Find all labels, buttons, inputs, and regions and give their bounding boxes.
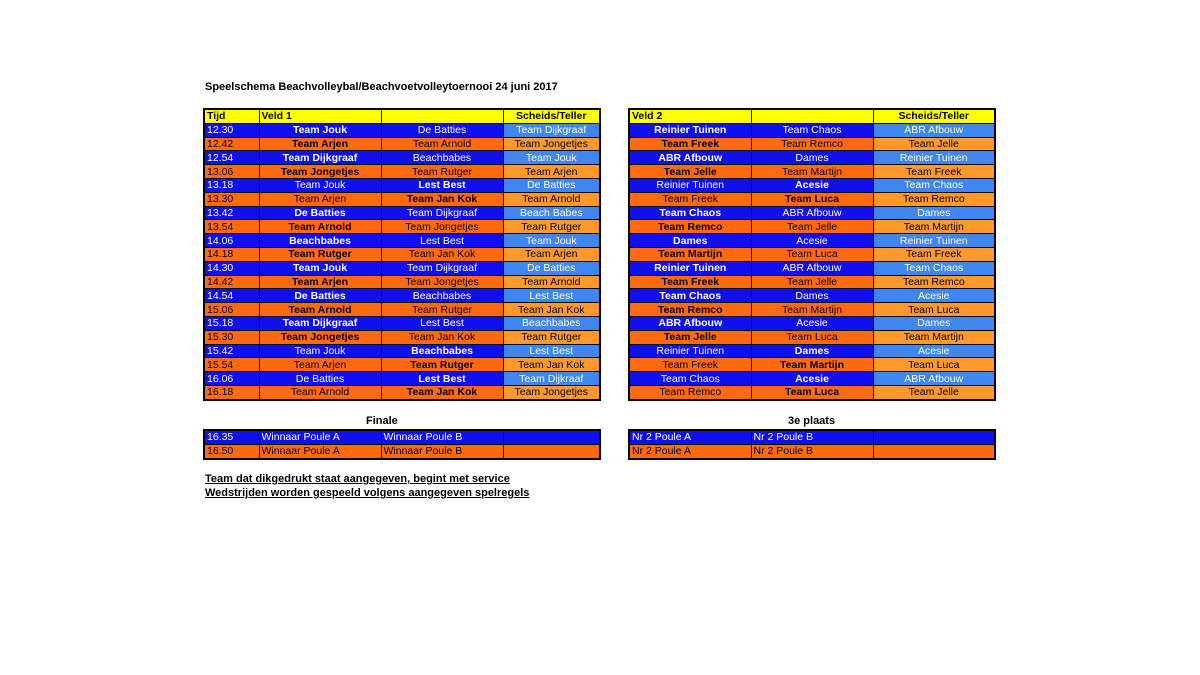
time-cell: 13.18 (204, 178, 259, 192)
team-a-cell: Team Jouk (259, 261, 381, 275)
header-row (629, 109, 995, 123)
team-a-cell: Team Jouk (259, 344, 381, 358)
match-row (629, 123, 995, 137)
match-row (629, 137, 995, 151)
referee-cell: Team Luca (873, 358, 995, 372)
team-b-cell: Lest Best (381, 316, 503, 330)
referee-cell: Team Rutger (503, 220, 600, 234)
team-a-cell: Team Arjen (259, 358, 381, 372)
team-a-cell: Team Remco (629, 385, 751, 399)
empty-cell (503, 430, 600, 444)
team-a-cell: Team Freek (629, 358, 751, 372)
team-b-cell: Team Luca (751, 330, 873, 344)
match-row (204, 206, 600, 220)
header-row (204, 109, 600, 123)
referee-cell: ABR Afbouw (873, 123, 995, 137)
referee-cell: De Batties (503, 178, 600, 192)
referee-cell: Lest Best (503, 344, 600, 358)
match-row (629, 344, 995, 358)
team-b-cell: Nr 2 Poule B (751, 444, 873, 458)
match-row (204, 220, 600, 234)
team-b-cell: Team Jelle (751, 220, 873, 234)
page-title: Speelschema Beachvolleybal/Beachvoetvolleytoernooi 24 juni 2017 (205, 81, 558, 93)
referee-cell: Team Freek (873, 247, 995, 261)
match-row (204, 344, 600, 358)
time-cell: 13.54 (204, 220, 259, 234)
team-b-cell: ABR Afbouw (751, 206, 873, 220)
team-a-cell: Team Arjen (259, 192, 381, 206)
time-cell: 15.42 (204, 344, 259, 358)
team-a-cell: Team Arjen (259, 137, 381, 151)
time-cell: 13.30 (204, 192, 259, 206)
time-cell: 16.18 (204, 385, 259, 399)
match-row (204, 178, 600, 192)
team-b-cell: Team Jongetjes (381, 220, 503, 234)
match-row (629, 372, 995, 386)
empty-cell (503, 444, 600, 458)
match-row (629, 151, 995, 165)
third-place-row (629, 430, 995, 444)
header-cell: Veld 2 (629, 109, 751, 123)
team-a-cell: Winnaar Poule A (259, 430, 381, 444)
team-b-cell: Team Martijn (751, 358, 873, 372)
team-b-cell: Team Remco (751, 137, 873, 151)
match-row (204, 330, 600, 344)
team-b-cell: Beachbabes (381, 151, 503, 165)
referee-cell: Reinier Tuinen (873, 234, 995, 248)
time-cell: 14.42 (204, 275, 259, 289)
team-a-cell: Team Dijkgraaf (259, 316, 381, 330)
referee-cell: Team Jouk (503, 151, 600, 165)
referee-cell: Team Arjen (503, 165, 600, 179)
team-b-cell: ABR Afbouw (751, 261, 873, 275)
team-b-cell: Dames (751, 151, 873, 165)
referee-cell: Dames (873, 316, 995, 330)
time-cell: 14.30 (204, 261, 259, 275)
empty-cell (873, 430, 995, 444)
referee-cell: Beach Babes (503, 206, 600, 220)
team-b-cell: Team Luca (751, 192, 873, 206)
referee-cell: Acesie (873, 344, 995, 358)
team-a-cell: Team Freek (629, 137, 751, 151)
match-row (629, 192, 995, 206)
team-b-cell: Lest Best (381, 372, 503, 386)
team-b-cell: Beachbabes (381, 289, 503, 303)
empty-cell (873, 444, 995, 458)
referee-cell: Team Chaos (873, 178, 995, 192)
team-b-cell: Team Rutger (381, 165, 503, 179)
header-cell (381, 109, 503, 123)
match-row (204, 303, 600, 317)
referee-cell: Team Martijn (873, 330, 995, 344)
time-cell: 14.18 (204, 247, 259, 261)
match-row (204, 358, 600, 372)
team-b-cell: Team Martijn (751, 165, 873, 179)
team-b-cell: Team Rutger (381, 303, 503, 317)
team-a-cell: Team Arnold (259, 220, 381, 234)
time-cell: 16.35 (204, 430, 259, 444)
match-row (629, 165, 995, 179)
referee-cell: Team Jan Kok (503, 358, 600, 372)
team-a-cell: Winnaar Poule A (259, 444, 381, 458)
header-cell: Scheids/Teller (503, 109, 600, 123)
team-b-cell: Team Luca (751, 385, 873, 399)
referee-cell: Team Jongetjes (503, 137, 600, 151)
third-place-row (629, 444, 995, 458)
finale-row (204, 444, 600, 458)
time-cell: 15.18 (204, 316, 259, 330)
match-row (204, 289, 600, 303)
team-a-cell: Team Jelle (629, 165, 751, 179)
team-b-cell: Dames (751, 344, 873, 358)
referee-cell: ABR Afbouw (873, 372, 995, 386)
team-b-cell: Team Jan Kok (381, 247, 503, 261)
finale-title: Finale (366, 415, 398, 427)
referee-cell: Team Martijn (873, 220, 995, 234)
match-row (629, 289, 995, 303)
referee-cell: Team Remco (873, 192, 995, 206)
time-cell: 14.06 (204, 234, 259, 248)
match-row (204, 261, 600, 275)
time-cell: 12.30 (204, 123, 259, 137)
team-a-cell: Reinier Tuinen (629, 123, 751, 137)
time-cell: 12.54 (204, 151, 259, 165)
team-a-cell: Reinier Tuinen (629, 344, 751, 358)
header-cell: Tijd (204, 109, 259, 123)
third-place-title: 3e plaats (788, 415, 836, 427)
team-b-cell: Team Rutger (381, 358, 503, 372)
referee-cell: Team Jelle (873, 137, 995, 151)
referee-cell: Team Dijkgraaf (503, 123, 600, 137)
team-a-cell: Nr 2 Poule A (629, 430, 751, 444)
team-a-cell: Reinier Tuinen (629, 178, 751, 192)
time-cell: 16.06 (204, 372, 259, 386)
match-row (204, 316, 600, 330)
match-row (204, 372, 600, 386)
referee-cell: Team Jouk (503, 234, 600, 248)
team-a-cell: Team Jongetjes (259, 330, 381, 344)
match-row (204, 385, 600, 399)
referee-cell: Reinier Tuinen (873, 151, 995, 165)
match-row (629, 303, 995, 317)
team-a-cell: Team Freek (629, 275, 751, 289)
referee-cell: Team Arnold (503, 192, 600, 206)
match-row (629, 316, 995, 330)
team-a-cell: Reinier Tuinen (629, 261, 751, 275)
match-row (204, 137, 600, 151)
team-b-cell: Nr 2 Poule B (751, 430, 873, 444)
team-a-cell: Team Jouk (259, 123, 381, 137)
referee-cell: Lest Best (503, 289, 600, 303)
match-row (204, 151, 600, 165)
team-a-cell: Team Remco (629, 303, 751, 317)
match-row (629, 261, 995, 275)
referee-cell: Acesie (873, 289, 995, 303)
team-b-cell: Team Dijkgraaf (381, 206, 503, 220)
match-row (204, 275, 600, 289)
team-a-cell: Team Jouk (259, 178, 381, 192)
schedule-table-field-1 (203, 108, 601, 401)
header-cell (751, 109, 873, 123)
team-b-cell: Team Jan Kok (381, 330, 503, 344)
time-cell: 13.42 (204, 206, 259, 220)
time-cell: 14.54 (204, 289, 259, 303)
time-cell: 15.06 (204, 303, 259, 317)
team-b-cell: Beachbabes (381, 344, 503, 358)
team-b-cell: Team Jan Kok (381, 192, 503, 206)
referee-cell: Beachbabes (503, 316, 600, 330)
match-row (629, 247, 995, 261)
team-a-cell: ABR Afbouw (629, 316, 751, 330)
match-row (629, 275, 995, 289)
team-a-cell: ABR Afbouw (629, 151, 751, 165)
team-b-cell: Team Arnold (381, 137, 503, 151)
header-cell: Scheids/Teller (873, 109, 995, 123)
team-a-cell: De Batties (259, 206, 381, 220)
team-a-cell: Dames (629, 234, 751, 248)
match-row (629, 206, 995, 220)
referee-cell: Team Freek (873, 165, 995, 179)
team-a-cell: Team Freek (629, 192, 751, 206)
note-rules: Wedstrijden worden gespeeld volgens aangegeven spelregels (205, 487, 530, 499)
team-a-cell: Beachbabes (259, 234, 381, 248)
referee-cell: Team Chaos (873, 261, 995, 275)
team-a-cell: Team Remco (629, 220, 751, 234)
header-cell: Veld 1 (259, 109, 381, 123)
team-a-cell: Team Arnold (259, 303, 381, 317)
team-a-cell: Team Jelle (629, 330, 751, 344)
time-cell: 16.50 (204, 444, 259, 458)
time-cell: 13.06 (204, 165, 259, 179)
match-row (629, 385, 995, 399)
team-a-cell: Nr 2 Poule A (629, 444, 751, 458)
referee-cell: De Batties (503, 261, 600, 275)
match-row (204, 165, 600, 179)
time-cell: 15.54 (204, 358, 259, 372)
match-row (629, 220, 995, 234)
team-a-cell: Team Arjen (259, 275, 381, 289)
team-b-cell: Dames (751, 289, 873, 303)
team-a-cell: Team Chaos (629, 206, 751, 220)
referee-cell: Team Rutger (503, 330, 600, 344)
match-row (204, 247, 600, 261)
referee-cell: Team Jan Kok (503, 303, 600, 317)
team-b-cell: Winnaar Poule B (381, 444, 503, 458)
team-a-cell: Team Jongetjes (259, 165, 381, 179)
match-row (629, 234, 995, 248)
team-b-cell: Acesie (751, 372, 873, 386)
match-row (629, 358, 995, 372)
team-a-cell: Team Martijn (629, 247, 751, 261)
team-b-cell: Lest Best (381, 178, 503, 192)
referee-cell: Team Jelle (873, 385, 995, 399)
team-b-cell: De Batties (381, 123, 503, 137)
team-b-cell: Team Jan Kok (381, 385, 503, 399)
team-b-cell: Team Chaos (751, 123, 873, 137)
match-row (629, 330, 995, 344)
note-service: Team dat dikgedrukt staat aangegeven, begint met service (205, 473, 510, 485)
team-b-cell: Team Jelle (751, 275, 873, 289)
third-place-table (628, 429, 996, 460)
team-b-cell: Team Luca (751, 247, 873, 261)
match-row (204, 234, 600, 248)
match-row (204, 192, 600, 206)
team-a-cell: Team Arnold (259, 385, 381, 399)
referee-cell: Team Arnold (503, 275, 600, 289)
match-row (204, 123, 600, 137)
team-a-cell: Team Rutger (259, 247, 381, 261)
time-cell: 15.30 (204, 330, 259, 344)
match-row (629, 178, 995, 192)
team-b-cell: Team Martijn (751, 303, 873, 317)
team-a-cell: De Batties (259, 289, 381, 303)
referee-cell: Team Dijkraaf (503, 372, 600, 386)
team-b-cell: Lest Best (381, 234, 503, 248)
finale-row (204, 430, 600, 444)
referee-cell: Team Remco (873, 275, 995, 289)
team-a-cell: Team Chaos (629, 372, 751, 386)
referee-cell: Dames (873, 206, 995, 220)
time-cell: 12.42 (204, 137, 259, 151)
team-b-cell: Acesie (751, 316, 873, 330)
team-b-cell: Team Dijkgraaf (381, 261, 503, 275)
referee-cell: Team Luca (873, 303, 995, 317)
finale-table (203, 429, 601, 460)
schedule-table-field-2 (628, 108, 996, 401)
team-b-cell: Winnaar Poule B (381, 430, 503, 444)
team-b-cell: Acesie (751, 234, 873, 248)
team-b-cell: Acesie (751, 178, 873, 192)
team-a-cell: Team Dijkgraaf (259, 151, 381, 165)
referee-cell: Team Jongetjes (503, 385, 600, 399)
referee-cell: Team Arjen (503, 247, 600, 261)
team-a-cell: De Batties (259, 372, 381, 386)
team-a-cell: Team Chaos (629, 289, 751, 303)
team-b-cell: Team Jongetjes (381, 275, 503, 289)
